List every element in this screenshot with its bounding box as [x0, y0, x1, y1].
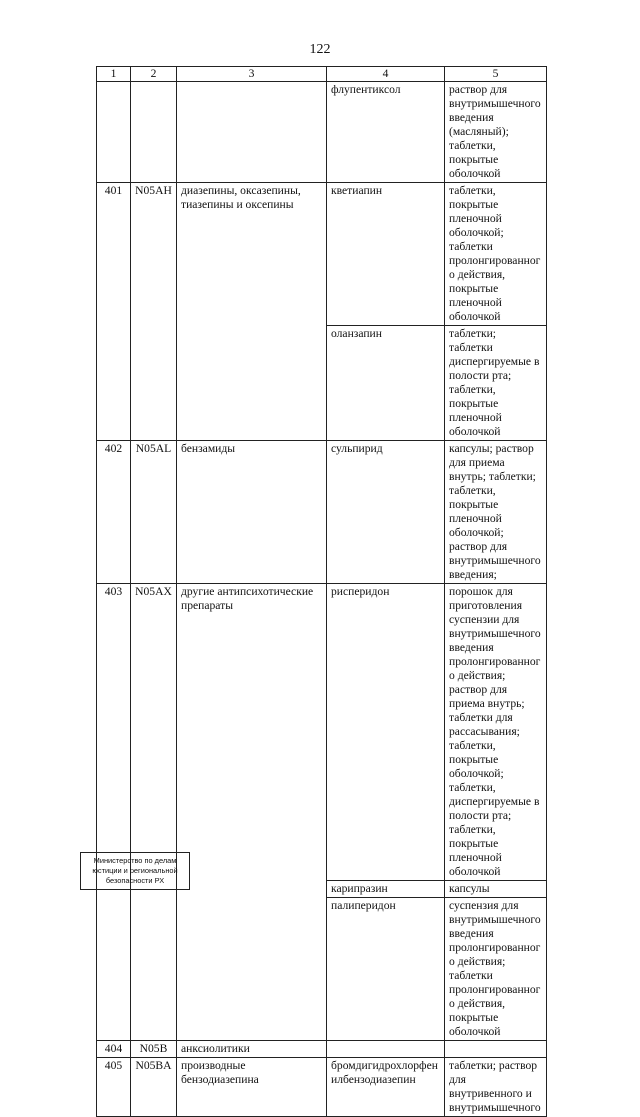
atc-code-cell — [131, 82, 177, 183]
dosage-form-cell: таблетки, покрытые пленочной оболочкой; таблетки пролонгированного действия, покрытые пленочной оболочкой — [445, 183, 547, 326]
atc-code-cell: N05AX — [131, 584, 177, 1041]
atc-code-cell: N05AH — [131, 183, 177, 441]
group-cell: анксиолитики — [177, 1041, 327, 1058]
group-cell: другие антипсихотические препараты — [177, 584, 327, 1041]
drug-cell: рисперидон — [327, 584, 445, 881]
drug-cell: оланзапин — [327, 326, 445, 441]
table-row — [97, 441, 547, 584]
dosage-form-cell: капсулы — [445, 881, 547, 898]
group-cell: диазепины, оксазепины, тиазепины и оксепины — [177, 183, 327, 441]
row-number-cell: 405 — [97, 1058, 131, 1117]
row-number-cell: 401 — [97, 183, 131, 441]
drug-cell: бромдигидрохлорфенилбензодиазепин — [327, 1058, 445, 1117]
drug-cell: палиперидон — [327, 898, 445, 1041]
stamp-line: безопасности РХ — [105, 876, 165, 885]
dosage-form-cell: таблетки; раствор для внутривенного и внутримышечного — [445, 1058, 547, 1117]
atc-code-cell: N05BA — [131, 1058, 177, 1117]
table-row — [97, 183, 547, 326]
dosage-form-cell: капсулы; раствор для приема внутрь; таблетки; таблетки, покрытые пленочной оболочкой; раствор для внутримышечного введения; — [445, 441, 547, 584]
stamp-line: Министерство по делам — [93, 856, 177, 865]
column-header-4: 4 — [327, 67, 445, 82]
atc-code-cell: N05B — [131, 1041, 177, 1058]
column-header-2: 2 — [131, 67, 177, 82]
dosage-form-cell — [445, 1041, 547, 1058]
medication-table — [96, 66, 547, 1117]
dosage-form-cell: таблетки; таблетки диспергируемые в полости рта; таблетки, покрытые пленочной оболочкой — [445, 326, 547, 441]
table-row — [97, 1041, 547, 1058]
drug-cell: карипразин — [327, 881, 445, 898]
row-number-cell: 403 — [97, 584, 131, 1041]
drug-cell: кветиапин — [327, 183, 445, 326]
table-row — [97, 1058, 547, 1117]
stamp-line: юстиции и региональной — [92, 866, 178, 875]
drug-cell — [327, 1041, 445, 1058]
ministry-stamp — [80, 852, 190, 890]
drug-cell: флупентиксол — [327, 82, 445, 183]
row-number-cell — [97, 82, 131, 183]
column-header-5: 5 — [445, 67, 547, 82]
dosage-form-cell: суспензия для внутримышечного введения пролонгированного действия; таблетки пролонгированного действия, покрытые оболочкой — [445, 898, 547, 1041]
column-header-3: 3 — [177, 67, 327, 82]
group-cell: производные бензодиазепина — [177, 1058, 327, 1117]
group-cell — [177, 82, 327, 183]
table-header-row — [97, 67, 547, 82]
row-number-cell: 404 — [97, 1041, 131, 1058]
dosage-form-cell: порошок для приготовления суспензии для внутримышечного введения пролонгированного действия; раствор для приема внутрь; таблетки для рассасывания; таблетки, покрытые оболочкой; таблетки, диспергируемые в полости рта; таблетки, покрытые пленочной оболочкой — [445, 584, 547, 881]
dosage-form-cell: раствор для внутримышечного введения (масляный); таблетки, покрытые оболочкой — [445, 82, 547, 183]
atc-code-cell: N05AL — [131, 441, 177, 584]
table-row — [97, 584, 547, 881]
page-number: 122 — [309, 42, 331, 57]
drug-cell: сульпирид — [327, 441, 445, 584]
column-header-1: 1 — [97, 67, 131, 82]
row-number-cell: 402 — [97, 441, 131, 584]
table-row — [97, 82, 547, 183]
group-cell: бензамиды — [177, 441, 327, 584]
